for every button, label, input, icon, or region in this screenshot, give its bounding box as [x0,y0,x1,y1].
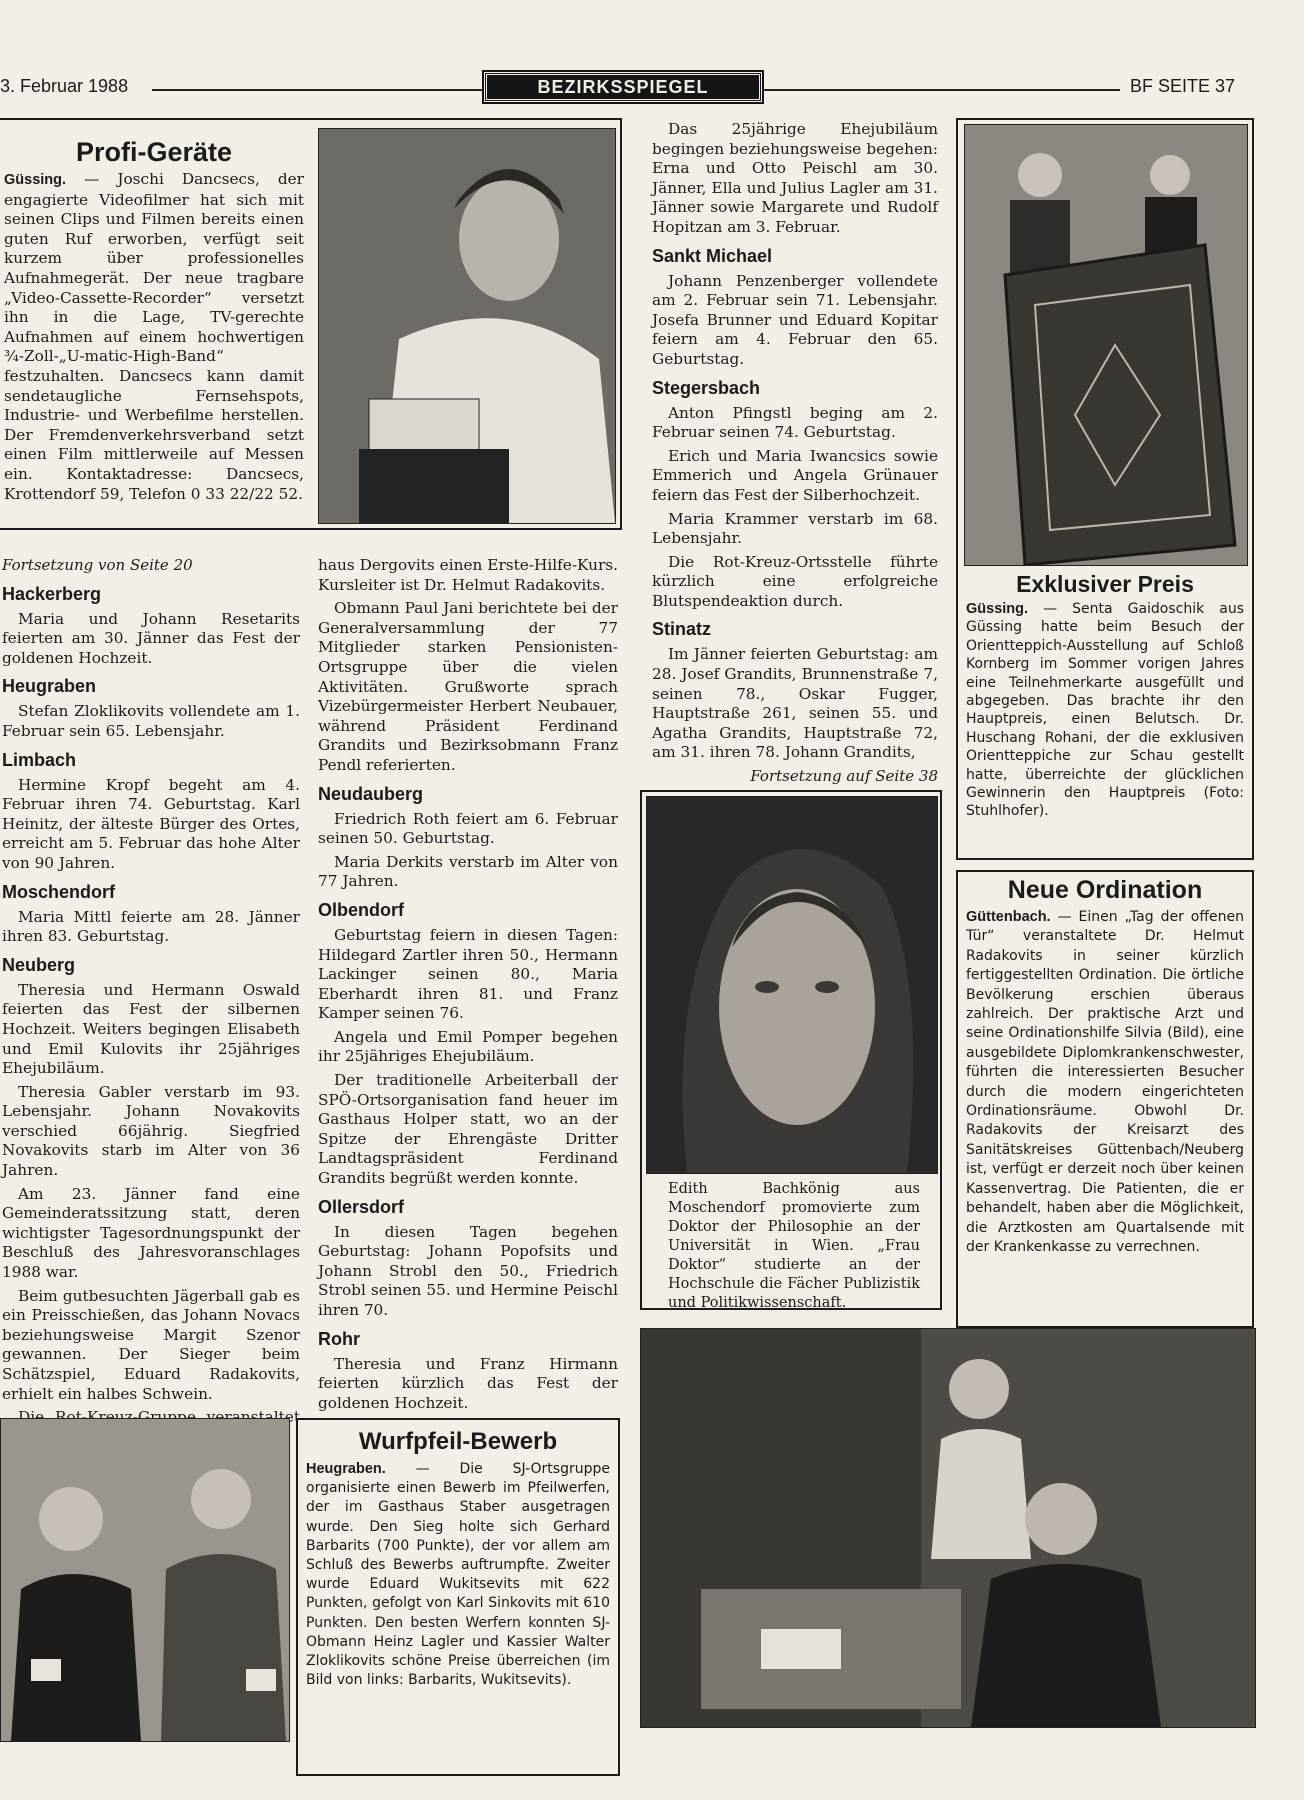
limbach-text: Hermine Kropf begeht am 4. Februar ihren 74. Geburtstag. Karl Heinitz, der älteste Bürger des Ortes, erreicht am 5. Februar das hohe Alter von 90 Jahren. [2,775,300,872]
neudauberg-text-2: Maria Derkits verstarb im Alter von 77 Jahren. [318,852,618,891]
photo-teppich [964,124,1248,566]
photo-bachkoenig-art [647,797,937,1173]
profi-text: Güssing. — Joschi Dancsecs, der engagierte Videofilmer hat sich mit seinen Clips und Filmen bereits einen guten Ruf erworben, verfügt seit kurzem über professionelles Aufnahmegerät. Der neue tragbare „Video-Cassette-Recorder“ versetzt ihn in die Lage, TV-gerechte Aufnahmen auf einem hochwertigen ¾-Zoll-„U-matic-High-Band“ festzuhalten. Dancsecs kann damit sendetaugliche Fernsehspots, Industrie- und Werbefilme herstellen. Der Fremdenverkehrsverband setzt einen Film mittlerweile auf Messen ein. Kontaktadresse: Dancsecs, Krottendorf 59, Telefon 0 33 22/22 52. [4,170,304,503]
heading-stegersbach: Stegersbach [652,377,761,398]
article-bachkoenig [640,790,942,1310]
stegersbach-text-1: Anton Pfingstl beging am 2. Februar seinen 74. Geburtstag. [652,403,938,442]
heading-rohr: Rohr [318,1328,360,1349]
ordination-title: Neue Ordination [1007,876,1203,904]
heading-neudauberg: Neudauberg [318,783,424,804]
neuberg-text-4: Beim gutbesuchten Jägerball gab es ein Preisschießen, das Johann Novacs beziehungsweise Margit Szenor gewannen. Der Sieger beim Schätzspiel, Eduard Radakovits, erhielt ein halbes Schwein. [2,1286,300,1403]
profi-title: Profi-Geräte [75,137,233,167]
jubilaeum-intro: Das 25jährige Ehejubiläum begingen beziehungsweise begehen: Erna und Otto Peischl am 30. Jänner, Ella und Julius Lagler am 31. Jänner sowie Margarete und Rudolf Hopitzan am 3. Februar. [652,120,938,236]
ordination-text: Güttenbach. — Einen „Tag der offenen Tür“ veranstaltete Dr. Helmut Radakovits in seiner kürzlich fertiggestellten Ordination. Die örtliche Bevölkerung erschien überaus zahlreich. Der praktische Arzt und seine Ordinationshilfe Silvia (Bild), eine ausgebildete Diplomkrankenschwester, führten die interessierten Besucher durch die modern eingerichteten Ordinationsräume. Obwohl Dr. Radakovits der Kreisarzt des Sanitätskreises Güttenbach/Neuberg ist, verfügt er derzeit noch über keinen Kassenvertrag. Die Patienten, die er behandelt, haben aber die Möglichkeit, die Arztkosten am Quartalsende mit der Krankenkasse zu verrechnen. [966,909,1244,1255]
photo-teppich-art [965,125,1247,565]
neuberg-text-2: Theresia Gabler verstarb im 93. Lebensjahr. Johann Novakovits verschied 66jährig. Siegfried Novakovits starb im Alter von 36 Jahren. [2,1082,300,1180]
stegersbach-text-2: Erich und Maria Iwancsics sowie Emmerich und Angela Grünauer feiern das Fest der Silberhochzeit. [652,446,938,504]
neuberg-text-1: Theresia und Hermann Oswald feierten das Fest der silbernen Hochzeit. Weiters begingen Elisabeth und Emil Kulovits ihr 25jähriges Ehejubiläum. [2,980,300,1078]
column-left [2,556,300,1451]
section-banner [484,72,762,102]
olbendorf-text-3: Der traditionelle Arbeiterball der SPÖ-Ortsorganisation fand heuer im Gasthaus Holper statt, wo an der Spitze der Ehrengäste Dritter Landtagspräsident Ferdinand Grandits begrüßt werden konnte. [318,1071,618,1188]
article-wurfpfeil-bewerb [296,1418,620,1776]
rohr-text: Theresia und Franz Hirmann feierten kürzlich das Fest der goldenen Hochzeit. [318,1354,618,1412]
neudauberg-text-1: Friedrich Roth feiert am 6. Februar seinen 50. Geburtstag. [318,809,618,848]
hackerberg-text: Maria und Johann Resetarits feierten am 30. Jänner das Fest der goldenen Hochzeit. [2,609,300,667]
fortsetzung-seite-20: Fortsetzung von Seite 20 [2,556,193,574]
heading-stinatz: Stinatz [652,619,712,640]
moschendorf-text: Maria Mittl feierte am 28. Jänner ihren 83. Geburtstag. [2,907,300,946]
stegersbach-text-3: Maria Krammer verstarb im 68. Lebensjahr. [652,509,938,548]
article-profi-geraete [0,118,622,530]
article-neue-ordination [956,870,1254,1328]
section-title: BEZIRKSSPIEGEL [537,77,709,97]
ordination-location: Güttenbach. [966,909,1051,925]
michael-text: Johann Penzenberger vollendete am 2. Februar sein 71. Lebensjahr. Josefa Brunner und Eduard Kopitar feiern am 4. Februar den 65. Geburtstag. [652,271,938,368]
column-mid-top [652,120,938,787]
wurfpfeil-title: Wurfpfeil-Bewerb [358,1428,558,1455]
header-date: 3. Februar 1988 [0,76,129,96]
header-rule-right [762,89,1120,91]
profi-location: Güssing. [4,172,67,188]
wurfpfeil-location: Heugraben. [306,1461,386,1477]
stegersbach-text-4: Die Rot-Kreuz-Ortsstelle führte kürzlich eine erfolgreiche Blutspendeaktion durch. [652,552,938,610]
exklusiv-location: Güssing. [966,601,1029,617]
heugraben-text: Stefan Zloklikovits vollendete am 1. Februar sein 65. Lebensjahr. [2,702,300,740]
heading-olbendorf: Olbendorf [318,899,404,920]
photo-ordination [640,1328,1256,1728]
photo-videofilmer [318,128,616,524]
photo-wurfpfeil-art [1,1419,289,1741]
column-center [318,556,618,1417]
photo-videofilmer-art [319,129,615,523]
photo-ordination-art [641,1329,1255,1727]
heading-sankt-michael: Sankt Michael [652,245,773,266]
olbendorf-text-1: Geburtstag feiern in diesen Tagen: Hildegard Zartler ihren 50., Hermann Lackinger seinen 80., Maria Eberhardt ihren 81. und Franz Kamper seinen 76. [318,925,618,1023]
heading-heugraben: Heugraben [2,676,97,697]
exklusiv-text: Güssing. — Senta Gaidoschik aus Güssing hatte beim Besuch der Orientteppich-Ausstellung auf Schloß Kornberg im Sommer vorigen Jahres eine Teilnehmerkarte ausgefüllt und abgegeben. Das brachte ihr den Hauptpreis, einen Belutsch. Dr. Huschang Rohani, der die exklusiven Orientteppiche zur Schau gestellt hatte, überreichte der glücklichen Gewinnerin den Hauptpreis (Foto: Stuhlhofer). [966,601,1245,820]
heading-moschendorf: Moschendorf [2,881,116,902]
olbendorf-text-2: Angela und Emil Pomper begehen ihr 25jähriges Ehejubiläum. [318,1027,618,1066]
photo-wurfpfeil [0,1418,290,1742]
heading-ollersdorf: Ollersdorf [318,1196,405,1217]
ollersdorf-text: In diesen Tagen begehen Geburtstag: Johann Popofsits und Johann Strobl den 50., Friedrich Strobl seinen 55. und Hermine Peischl ihren 70. [318,1222,618,1319]
heading-hackerberg: Hackerberg [2,583,102,604]
fortsetzung-seite-38: Fortsetzung auf Seite 38 [750,767,938,786]
heading-neuberg: Neuberg [2,954,76,975]
wurfpfeil-text: Heugraben. — Die SJ-Ortsgruppe organisierte einen Bewerb im Pfeilwerfen, der im Gasthaus Staber ausgetragen wurde. Den Sieg holte sich Gerhard Barbarits (700 Punkte), der vor allem am Schluß des Bewerbs auftrumpfte. Zweiter wurde Eduard Wukitsevits mit 622 Punkten, gefolgt von Karl Sinkovits mit 610 Punkten. Den besten Werfern konnten SJ-Obmann Heinz Lagler und Kassier Walter Zloklikovits schöne Preise überreichen (im Bild von links: Barbarits, Wukitsevits). [306,1461,610,1689]
caption-bachkoenig: Edith Bachkönig aus Moschendorf promovierte zum Doktor der Philosophie an der Universität in Wien. „Frau Doktor“ studierte an der Hochschule die Fächer Publizistik und Politikwissenschaft. [668,1181,920,1311]
header-rule-left [152,89,484,91]
stinatz-text: Im Jänner feierten Geburtstag: am 28. Josef Grandits, Brunnenstraße 7, seinen 78., Oskar Fugger, Hauptstraße 261, seinen 55. und Agatha Grandits, Hauptstraße 72, am 31. ihren 78. Johann Grandits, [652,645,938,762]
photo-bachkoenig [646,796,938,1174]
exklusiv-title: Exklusiver Preis [1016,571,1194,597]
neuberg-text-3: Am 23. Jänner fand eine Gemeinderatssitzung statt, deren wichtigster Tagesordnungspunkt der Beschluß des Jahresvoranschlages 1988 war. [2,1184,300,1282]
article-exklusiver-preis [956,118,1254,860]
center-text-1: Obmann Paul Jani berichtete bei der Generalversammlung der 77 Mitglieder starken Pensionisten-Ortsgruppe über die vielen Aktivitäten. Grußworte sprach Vizebürgermeister Herbert Neubauer, während Präsident Ferdinand Grandits und Bezirksobmann Franz Pendl referierten. [318,599,618,774]
center-text-0: haus Dergovits einen Erste-Hilfe-Kurs. Kursleiter ist Dr. Helmut Radakovits. [318,556,618,594]
header-page: BF SEITE 37 [1130,76,1236,96]
heading-limbach: Limbach [2,749,77,770]
